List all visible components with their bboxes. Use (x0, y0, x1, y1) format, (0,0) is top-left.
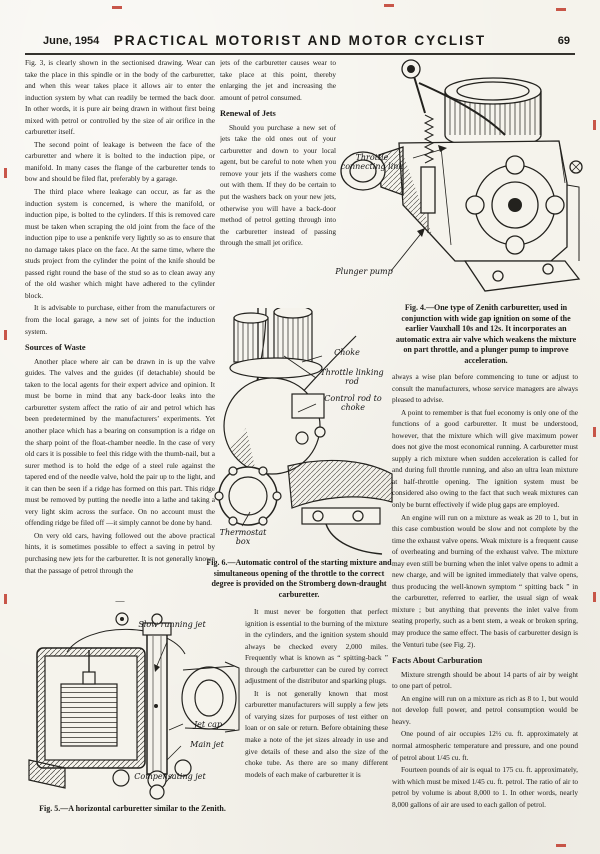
paragraph: An engine will run on a mixture as rich as 8 to 1, but would not develop full power, and petrol consumption would be heavy. (392, 693, 578, 726)
paragraph: Mixture strength should be about 14 parts of air by weight to one part of petrol. (392, 669, 578, 691)
registration-mark (593, 120, 596, 130)
registration-mark (4, 594, 7, 604)
fig6-label-control-rod-to-choke: Control rod to choke (324, 394, 382, 412)
registration-mark (593, 427, 596, 437)
registration-mark (593, 592, 596, 602)
paragraph: It is not generally known that most carburetter manufacturers will supply a few jets of varying sizes for purposes of test either on loan or on sale or return. Before obtaining these make a note of the jet sizes already in use and give details of these and also the size of the choke tube. As there are so many different models of each make of carburetter it is (245, 688, 388, 779)
registration-mark (4, 168, 7, 178)
fig5-label-main-jet: Main jet (190, 740, 224, 749)
fig5-label-compensating-jet: Compensating jet (134, 772, 206, 781)
registration-mark (112, 6, 122, 9)
paragraph: An engine will run on a mixture as weak as 20 to 1, but in this case combustion would be slow and not complete by the time the exhaust valve opens. Weak mixture is a frequent cause of overheating and burning of the exhaust valve. The mixture may even still be burning when the inlet valve opens to admit a new charge, and will be ignited immediately that valve opens, thus producing the well-known symptom “ spitting back ” in the carburetter, referred to earlier, the usual sign of weak mixture ; but anything that prevents the inlet valve from seating properly, such as a bent stem, a weak or broken spring, may produce the same effect. The basis of carburetter design is the Venturi tube (see Fig. 2). (392, 512, 578, 649)
page-header (25, 33, 575, 53)
fig4-caption: Fig. 4.—One type of Zenith carburetter, used in conjunction with wide gap ignition on some of the earlier Vauxhall 10s and 12s. It incorporates an automatic extra air valve which weakens the mixture on part throttle, and a plunger pump to improve acceleration. (395, 303, 577, 365)
fig4-illustration (333, 55, 583, 301)
paragraph: The third place where leakage can occur, as far as the induction system is concerned, is where the manifold, or induction pipe, is bolted to the cylinders. If this is removed care must be taken when scraping the old joint from the face of the induction pipe to use a penknife very lightly so as to ensure that no damage takes place on the face. At the same time, where the studs project from the cylinder the point of the knife should be passed right round the base of the stud so as to clean away any of the old washer which might have adhered to the cylinder block. (25, 187, 215, 300)
paragraph: It must never be forgotten that perfect ignition is essential to the burning of the mixture in the cylinders, and the ignition system should always be checked every 2,000 miles. Frequently what is known as “ spitting-back ” through the carburetter can be cured by correct adjustment of the distributor and sparking plugs. (245, 607, 388, 686)
registration-mark (4, 330, 7, 340)
fig6-label-throttle-linking-rod: Throttle linking rod (320, 368, 384, 386)
paragraph: Should you purchase a new set of jets take the old ones out of your carburetter and down to your local agent, but be careful to note when you remove your jets if the washers come out with them. If they do be certain to put the washers back on your new jets, otherwise you will have a back-door method of petrol getting through into the carburetter instead of passing through the small jet orifice. (220, 122, 336, 248)
fig4-label-plunger-pump: Plunger pump (335, 267, 393, 276)
section-heading-sources-of-waste: Sources of Waste (25, 343, 86, 353)
fig6-illustration (206, 308, 394, 556)
fig5-caption: Fig. 5.—A horizontal carburetter similar to the Zenith. (39, 804, 226, 813)
left-column (25, 57, 215, 609)
fig5-label-slow-running-jet: Slow running jet (138, 620, 206, 629)
registration-mark (556, 8, 566, 11)
column-continuation-dash: — (115, 596, 125, 606)
registration-mark (556, 844, 566, 847)
magazine-title: PRACTICAL MOTORIST AND MOTOR CYCLIST (113, 33, 487, 48)
middle-column-bottom (245, 606, 388, 852)
registration-mark (384, 4, 394, 7)
paragraph: The second point of leakage is between the face of the carburetter and where it is bolted to the induction pipe, or manifold. In many cases the flange of the carburetter tends to bow and should be filed flat, preferably by a garage. (25, 139, 215, 184)
paragraph: always a wise plan before commencing to tune or adjust to consult the manufacturers, whose service managers are always pleased to advise. (392, 372, 578, 405)
fig5-illustration (25, 610, 240, 802)
paragraph: Fourteen pounds of air is equal to 175 cu. ft. approximately, with which must be mixed 1/45 cu. ft. petrol. The ratio of air to petrol by volume is about 8,000 to 1. In other words, nearly 8,000 gallons of air are used to each gallon of petrol. (392, 765, 578, 809)
paragraph: It is advisable to purchase, either from the manufacturers or from the local garage, a new set of joints for the induction system. (25, 303, 215, 336)
middle-column-top (220, 57, 336, 310)
paragraph: One pound of air occupies 12½ cu. ft. approximately at normal atmospheric temperature and pressure, and one pound of petrol about 1/45 cu. ft. (392, 729, 578, 762)
fig6-caption: Fig. 6.—Automatic control of the starting mixture and simultaneous opening of the throttle to the correct degree is provided on the Stromberg down-draught carburetter. (206, 558, 392, 599)
section-heading-renewal-of-jets: Renewal of Jets (220, 109, 276, 119)
fig6-label-thermostat-box: Thermostat box (219, 528, 267, 546)
paragraph: A point to remember is that fuel economy is only one of the functions of a good carburetter. It must be understood, however, that the mixture which will give maximum power does not give the most economical running. A carburetter must supply a rich mixture when sudden acceleration is called for and during full throttle running, and also an ultra lean mixture at half-throttle opening. The ignition system must be considered also owing to the fact that such weak mixtures can only be burnt effectively if wide plug gaps are employed. (392, 407, 578, 510)
fig6-label-choke: Choke (334, 348, 360, 357)
paragraph: Fig. 3, is clearly shown in the sectionised drawing. Wear can take the place in this spindle or in the body of the carburetter, and when this wear takes place it allows air to enter the induction system by what can readily be termed the back door. In other words, it is pure air being drawn in without first being mixed with petrol or controlled by the size of air orifice in the carburetter itself. (25, 58, 215, 137)
fig5-label-jet-cap: Jet cap (193, 720, 223, 729)
paragraph: jets of the carburetter causes wear to take place at this point, thereby enlarging the jet and increasing the amount of petrol consumed. (220, 58, 336, 102)
page-number: 69 (557, 35, 570, 47)
paragraph: On very old cars, having followed out the above practical hints, it is sometimes possible to effect a saving in petrol by purchasing new jets for the carburetter. It is not generally known that the passage of petrol through the (25, 530, 215, 575)
fig6-drawing (206, 308, 394, 556)
issue-date: June, 1954 (43, 35, 100, 47)
fig4-label-throttle-connecting-link: Throttle connecting link (340, 153, 404, 171)
paragraph: Another place where air can be drawn in is up the valve guides. The valves and the guides (if detachable) should be taken to the local agents for their expert advice and opinion. It must be borne in mind that any back-door leaks into the carburetter system affect the ratio of air and petrol which has been predetermined by the manufacturers’ experiments. Yet another place which has a bearing on consumption is a ridge on the sharp point of the float-chamber needle. In the case of very old cars it is possible to feel this ridge with the thumb-nail, but a surer method is to hold the edge of a steel rule against the tapered end of the needle valve, hold the pair up to the light, and it can then be seen if a ridge has formed on this part. This ridge must be removed by putting the needle into a lathe and taking a very light skim across the surface. On no account must the offending ridge be filed off —it simply cannot be done by hand. (25, 356, 215, 528)
right-column (392, 371, 578, 851)
fig4-drawing (333, 55, 583, 301)
section-heading-facts-about-carburation: Facts About Carburation (392, 656, 483, 666)
